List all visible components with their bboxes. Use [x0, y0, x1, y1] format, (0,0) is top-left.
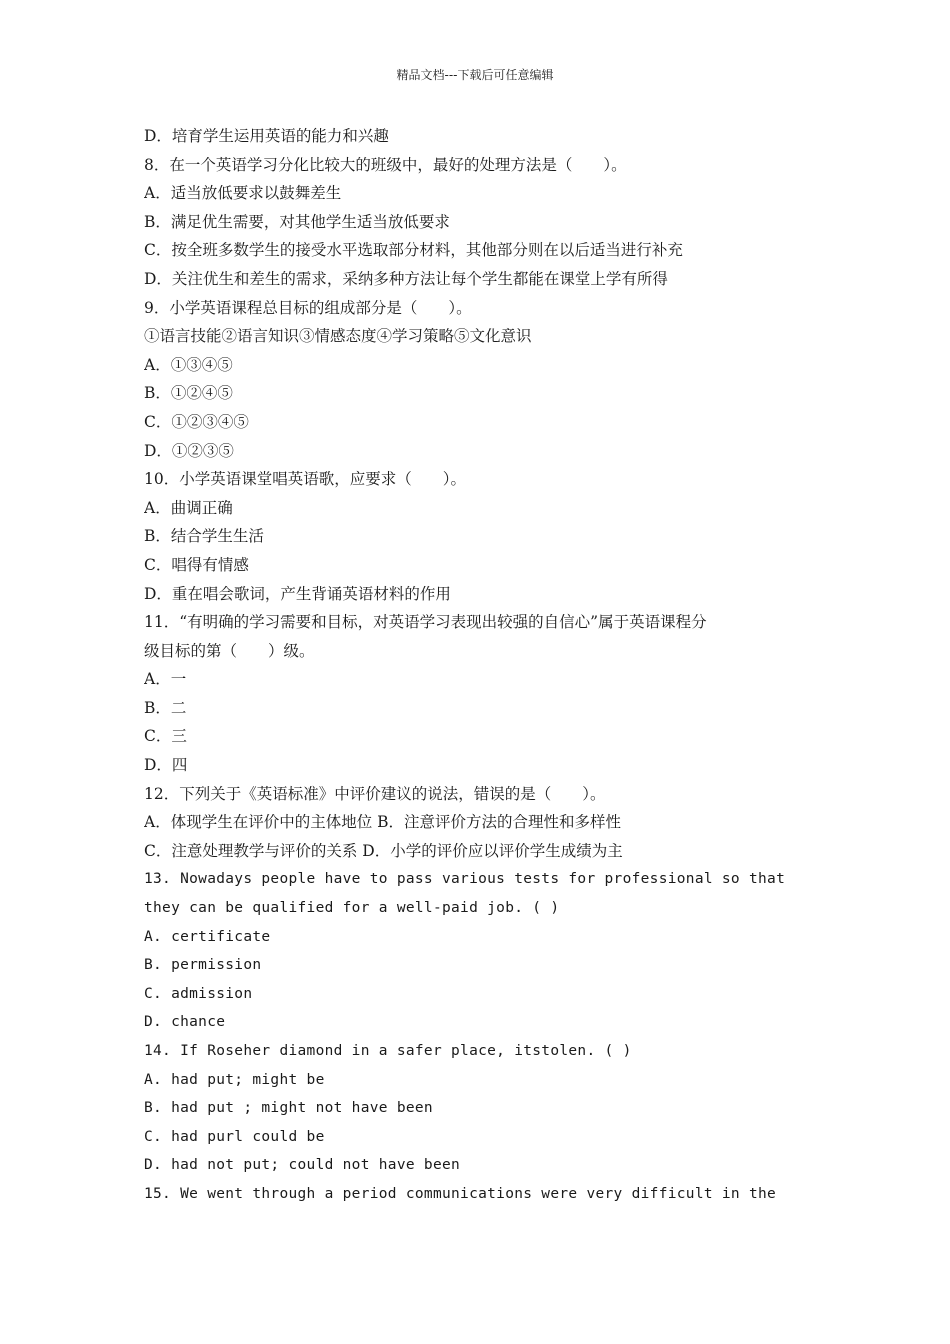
text-line: they can be qualified for a well-paid job. ( ): [144, 900, 560, 917]
option-line: C．三: [144, 727, 187, 746]
option-line: A．体现学生在评价中的主体地位 B．注意评价方法的合理性和多样性: [144, 813, 622, 832]
option-line: B．满足优生需要，对其他学生适当放低要求: [144, 212, 450, 231]
option-line: C．按全班多数学生的接受水平选取部分材料，其他部分则在以后适当进行补充: [144, 241, 683, 260]
text-line: ①语言技能②语言知识③情感态度④学习策略⑤文化意识: [144, 327, 532, 346]
text-line: 级目标的第（ ）级。: [144, 641, 315, 660]
option-line: D．重在唱会歌词，产生背诵英语材料的作用: [144, 584, 451, 603]
option-line: D. had not put; could not have been: [144, 1157, 461, 1174]
text-line: D．培育学生运用英语的能力和兴趣: [144, 127, 389, 145]
option-line: C．注意处理教学与评价的关系 D．小学的评价应以评价学生成绩为主: [144, 841, 623, 860]
option-line: B．结合学生生活: [144, 527, 264, 546]
option-line: A．①③④⑤: [144, 355, 233, 374]
option-line: B．①②④⑤: [144, 384, 233, 403]
document-body: [144, 122, 808, 1209]
option-line: C. admission: [144, 985, 253, 1002]
option-line: D．四: [144, 756, 188, 775]
question-10: 10．小学英语课堂唱英语歌，应要求（ ）。: [144, 470, 466, 489]
option-line: C. had purl could be: [144, 1128, 325, 1145]
option-line: B. permission: [144, 957, 262, 974]
option-line: B．二: [144, 698, 187, 717]
option-line: A．适当放低要求以鼓舞差生: [144, 184, 342, 203]
option-line: C．唱得有情感: [144, 555, 249, 574]
question-8: 8．在一个英语学习分化比较大的班级中，最好的处理方法是（ ）。: [144, 155, 627, 174]
option-line: C．①②③④⑤: [144, 412, 249, 431]
option-line: D．①②③⑤: [144, 441, 234, 460]
option-line: A. had put; might be: [144, 1071, 325, 1088]
question-15: 15. We went through a period communications were very difficult in the: [144, 1185, 777, 1202]
option-line: A. certificate: [144, 928, 271, 945]
option-line: D. chance: [144, 1014, 226, 1031]
option-line: A．一: [144, 670, 187, 689]
question-9: 9．小学英语课程总目标的组成部分是（ ）。: [144, 298, 472, 317]
option-line: B. had put ; might not have been: [144, 1100, 433, 1117]
page-header: 精品文档---下载后可任意编辑: [396, 68, 554, 82]
question-14: 14. If Roseher diamond in a safer place, itstolen. ( ): [144, 1043, 632, 1059]
option-line: A．曲调正确: [144, 498, 233, 517]
question-13: 13. Nowadays people have to pass various tests for professional so that: [144, 871, 786, 888]
question-12: 12．下列关于《英语标准》中评价建议的说法，错误的是（ ）。: [144, 784, 606, 803]
question-11: 11．“有明确的学习需要和目标，对英语学习表现出较强的自信心”属于英语课程分: [144, 613, 707, 632]
option-line: D．关注优生和差生的需求，采纳多种方法让每个学生都能在课堂上学有所得: [144, 269, 668, 288]
